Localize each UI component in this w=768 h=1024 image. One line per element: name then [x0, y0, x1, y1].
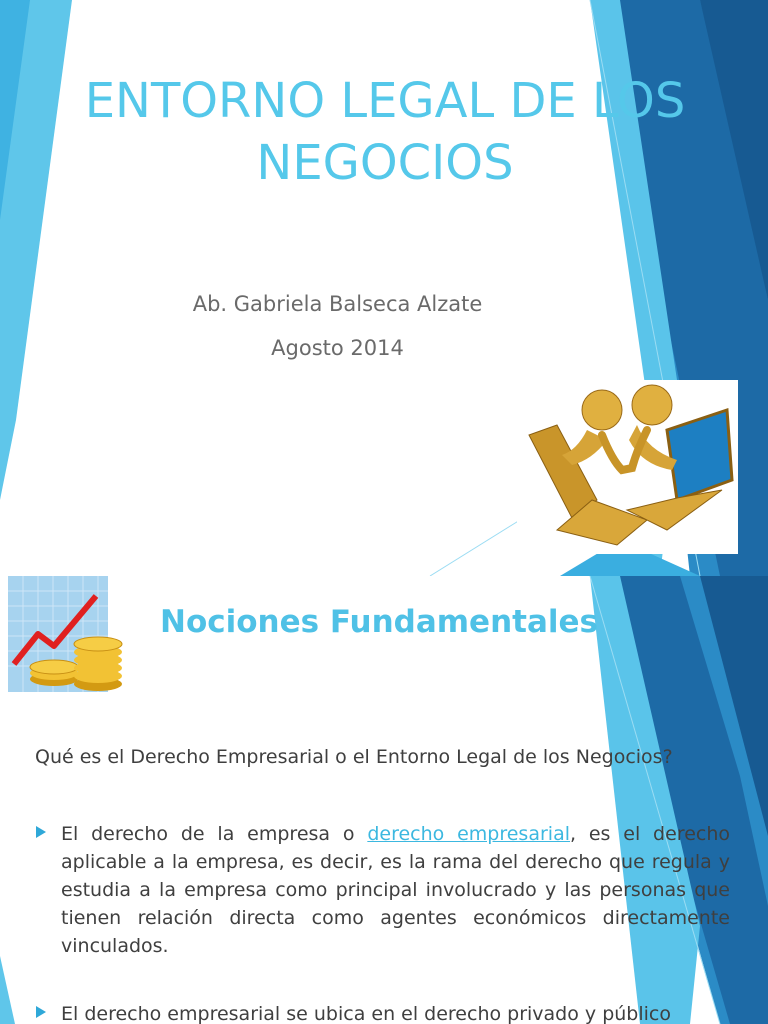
title-line-1: ENTORNO LEGAL DE LOS: [84, 73, 686, 129]
presentation-title: [40, 70, 730, 194]
slide-2: [0, 576, 768, 1024]
title-line-2: NEGOCIOS: [256, 135, 514, 191]
handshake-laptops-image: [517, 380, 738, 554]
slide-title: Nociones Fundamentales: [160, 604, 598, 640]
bullet-item-1: [36, 820, 730, 960]
question-text: Qué es el Derecho Empresarial o el Entorno Legal de los Negocios?: [35, 746, 673, 768]
bullet-text-1-post: , es el derecho aplicable a la empresa, es decir, es la rama del derecho que regula y estudia a la empresa como principal involucrado y las personas que tienen relación directa como agentes económicos directamente vinculados.: [61, 823, 730, 957]
presentation-date: Agosto 2014: [271, 336, 404, 360]
chart-coins-icon: [8, 576, 124, 692]
bullet-text-1-pre: El derecho de la empresa o: [61, 823, 368, 845]
bullet-item-2: [36, 1000, 730, 1024]
bullet-text-2: El derecho empresarial se ubica en el derecho privado y público: [61, 1003, 671, 1024]
bullet-arrow-icon: [36, 826, 46, 838]
bullet-arrow-icon: [36, 1006, 46, 1018]
author-name: Ab. Gabriela Balseca Alzate: [192, 292, 483, 316]
bullet-text-1: [61, 820, 730, 960]
derecho-empresarial-link[interactable]: derecho empresarial: [367, 823, 570, 845]
